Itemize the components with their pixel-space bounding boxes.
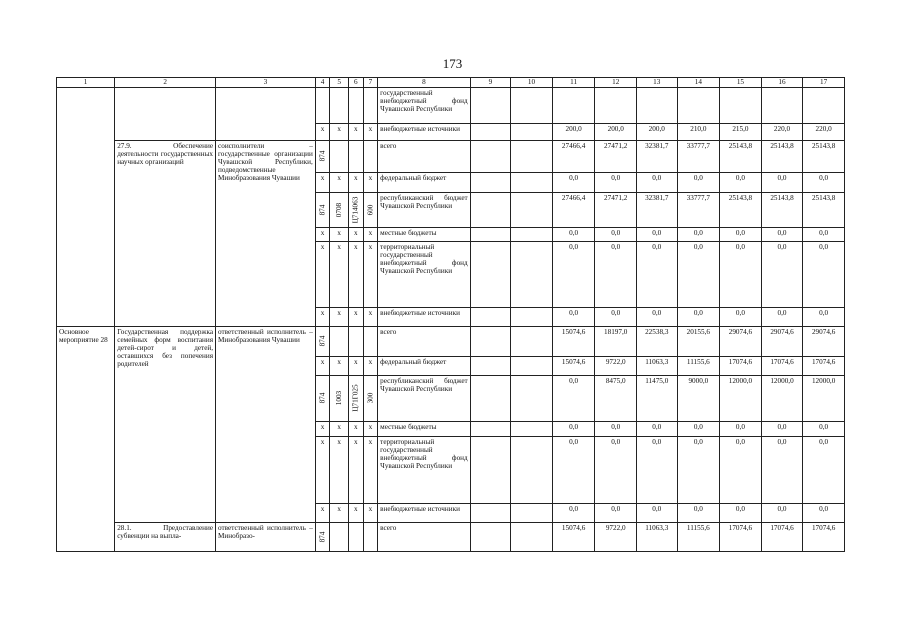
- value-cell: 22538,3: [636, 327, 677, 357]
- x-mark: x: [349, 308, 364, 327]
- x-mark: x: [315, 242, 330, 308]
- x-mark: x: [330, 242, 349, 308]
- source-cell: внебюджетные источники: [378, 308, 471, 327]
- measure-name: 27.9. Обеспечение деятельности государственных научных организаций: [115, 141, 216, 327]
- value-cell: 0,0: [677, 228, 720, 242]
- value-cell: 9000,0: [677, 376, 720, 422]
- table-row: [57, 523, 845, 552]
- value-cell: 200,0: [636, 124, 677, 141]
- value-cell: 0,0: [552, 308, 595, 327]
- value-cell: 0,0: [720, 173, 762, 193]
- value-cell: 12000,0: [803, 376, 845, 422]
- value-cell: 0,0: [761, 228, 803, 242]
- x-mark: x: [330, 357, 349, 376]
- header-row: [57, 78, 845, 88]
- code-cell: 874: [315, 376, 330, 422]
- value-cell: 200,0: [595, 124, 637, 141]
- x-mark: x: [315, 228, 330, 242]
- x-mark: x: [349, 124, 364, 141]
- value-cell: 15074,6: [552, 523, 595, 552]
- value-cell: 0,0: [552, 504, 595, 523]
- value-cell: 15074,6: [552, 357, 595, 376]
- x-mark: x: [363, 422, 378, 437]
- measure-name: 28.1. Предоставление субвенции на выпла-: [115, 523, 216, 552]
- x-mark: x: [363, 308, 378, 327]
- value-cell: 220,0: [761, 124, 803, 141]
- x-mark: x: [315, 437, 330, 504]
- value-cell: 0,0: [677, 173, 720, 193]
- source-cell: государственный внебюджетный фонд Чувашской Республики: [378, 88, 471, 124]
- code-cell: 600: [363, 193, 378, 228]
- value-cell: 27466,4: [552, 141, 595, 173]
- value-cell: 220,0: [803, 124, 845, 141]
- x-mark: x: [315, 173, 330, 193]
- cell-col3: [216, 88, 316, 141]
- value-cell: 11063,3: [636, 523, 677, 552]
- value-cell: 25143,8: [803, 193, 845, 228]
- value-cell: 215,0: [720, 124, 762, 141]
- code-cell: 300: [363, 376, 378, 422]
- header-cell: 15: [720, 78, 762, 88]
- source-cell: республиканский бюджет Чувашской Республики: [378, 193, 471, 228]
- header-cell: 7: [363, 78, 378, 88]
- cell-col2: [115, 88, 216, 141]
- value-cell: 8475,0: [595, 376, 637, 422]
- value-cell: 25143,8: [803, 141, 845, 173]
- budget-table: [56, 77, 845, 552]
- x-mark: x: [349, 422, 364, 437]
- header-cell: 6: [349, 78, 364, 88]
- value-cell: 11155,6: [677, 523, 720, 552]
- value-cell: 0,0: [720, 422, 762, 437]
- executor-name: ответственный исполнитель – Минобразования Чувашии: [216, 327, 316, 523]
- value-cell: 25143,8: [720, 141, 762, 173]
- value-cell: 0,0: [677, 308, 720, 327]
- value-cell: 33777,7: [677, 141, 720, 173]
- value-cell: 0,0: [803, 173, 845, 193]
- value-cell: 11155,6: [677, 357, 720, 376]
- value-cell: 210,0: [677, 124, 720, 141]
- value-cell: 0,0: [761, 437, 803, 504]
- x-mark: x: [363, 173, 378, 193]
- value-cell: 11475,0: [636, 376, 677, 422]
- value-cell: 0,0: [552, 437, 595, 504]
- value-cell: 0,0: [761, 308, 803, 327]
- value-cell: 0,0: [636, 437, 677, 504]
- value-cell: 0,0: [595, 308, 637, 327]
- source-cell: федеральный бюджет: [378, 357, 471, 376]
- value-cell: 0,0: [636, 228, 677, 242]
- x-mark: x: [349, 228, 364, 242]
- x-mark: x: [330, 437, 349, 504]
- page-number: 173: [442, 56, 463, 71]
- value-cell: 0,0: [636, 173, 677, 193]
- header-cell: 10: [511, 78, 553, 88]
- value-cell: 15074,6: [552, 327, 595, 357]
- value-cell: 20155,6: [677, 327, 720, 357]
- value-cell: 0,0: [595, 504, 637, 523]
- header-cell: 14: [677, 78, 720, 88]
- value-cell: 0,0: [595, 228, 637, 242]
- value-cell: 200,0: [552, 124, 595, 141]
- value-cell: 9722,0: [595, 357, 637, 376]
- value-cell: 0,0: [636, 422, 677, 437]
- x-mark: x: [349, 357, 364, 376]
- source-cell: всего: [378, 523, 471, 552]
- value-cell: 0,0: [677, 242, 720, 308]
- value-cell: 0,0: [552, 228, 595, 242]
- value-cell: 12000,0: [720, 376, 762, 422]
- value-cell: 0,0: [552, 173, 595, 193]
- value-cell: 25143,8: [761, 193, 803, 228]
- value-cell: 0,0: [552, 376, 595, 422]
- value-cell: 0,0: [720, 242, 762, 308]
- header-cell: 11: [552, 78, 595, 88]
- cell-col1: [57, 141, 115, 327]
- x-mark: x: [349, 504, 364, 523]
- value-cell: 17074,6: [720, 357, 762, 376]
- value-cell: 0,0: [720, 308, 762, 327]
- source-cell: внебюджетные источники: [378, 504, 471, 523]
- header-cell: 2: [115, 78, 216, 88]
- value-cell: 0,0: [761, 422, 803, 437]
- value-cell: 32381,7: [636, 141, 677, 173]
- code-cell: 874: [315, 141, 330, 173]
- x-mark: x: [315, 422, 330, 437]
- value-cell: 27471,2: [595, 141, 637, 173]
- x-mark: x: [363, 437, 378, 504]
- value-cell: 0,0: [761, 173, 803, 193]
- header-cell: 1: [57, 78, 115, 88]
- table-row: [57, 141, 845, 173]
- x-mark: x: [315, 124, 330, 141]
- value-cell: 0,0: [677, 437, 720, 504]
- x-mark: x: [330, 124, 349, 141]
- x-mark: x: [349, 437, 364, 504]
- value-cell: 17074,6: [803, 523, 845, 552]
- source-cell: федеральный бюджет: [378, 173, 471, 193]
- source-cell: местные бюджеты: [378, 422, 471, 437]
- header-row-group: [57, 78, 845, 88]
- value-cell: 17074,6: [761, 357, 803, 376]
- value-cell: 32381,7: [636, 193, 677, 228]
- source-cell: всего: [378, 327, 471, 357]
- value-cell: 0,0: [552, 422, 595, 437]
- x-mark: x: [330, 422, 349, 437]
- value-cell: 17074,6: [720, 523, 762, 552]
- value-cell: 0,0: [803, 422, 845, 437]
- x-mark: x: [363, 504, 378, 523]
- code-cell: 1003: [330, 376, 349, 422]
- value-cell: 33777,7: [677, 193, 720, 228]
- value-cell: 18197,0: [595, 327, 637, 357]
- source-cell: внебюджетные источники: [378, 124, 471, 141]
- x-mark: x: [315, 357, 330, 376]
- value-cell: 12000,0: [761, 376, 803, 422]
- header-cell: 3: [216, 78, 316, 88]
- value-cell: 11063,3: [636, 357, 677, 376]
- x-mark: x: [315, 308, 330, 327]
- x-mark: x: [349, 173, 364, 193]
- value-cell: 27471,2: [595, 193, 637, 228]
- value-cell: 29074,6: [761, 327, 803, 357]
- header-cell: 12: [595, 78, 637, 88]
- value-cell: 9722,0: [595, 523, 637, 552]
- x-mark: x: [363, 124, 378, 141]
- value-cell: 17074,6: [803, 357, 845, 376]
- value-cell: 0,0: [720, 504, 762, 523]
- header-cell: 5: [330, 78, 349, 88]
- value-cell: 0,0: [761, 504, 803, 523]
- x-mark: x: [363, 357, 378, 376]
- value-cell: 17074,6: [761, 523, 803, 552]
- header-cell: 17: [803, 78, 845, 88]
- value-cell: 25143,8: [720, 193, 762, 228]
- x-mark: x: [363, 228, 378, 242]
- value-cell: 0,0: [636, 242, 677, 308]
- value-cell: 0,0: [595, 242, 637, 308]
- code-cell: 874: [315, 193, 330, 228]
- source-cell: территориальный государственный внебюджетный фонд Чувашской Республики: [378, 242, 471, 308]
- code-cell: Ц714063: [349, 193, 364, 228]
- code-cell: 874: [315, 523, 330, 552]
- value-cell: 0,0: [677, 504, 720, 523]
- x-mark: x: [363, 242, 378, 308]
- value-cell: 0,0: [761, 242, 803, 308]
- x-mark: x: [330, 228, 349, 242]
- value-cell: 29074,6: [720, 327, 762, 357]
- x-mark: x: [315, 504, 330, 523]
- x-mark: x: [330, 308, 349, 327]
- value-cell: 0,0: [803, 437, 845, 504]
- executor-name: соисполнители – государственные организации Чувашской Республики, подведомственные Минобразования Чувашии: [216, 141, 316, 327]
- value-cell: 0,0: [636, 308, 677, 327]
- x-mark: x: [330, 173, 349, 193]
- value-cell: 0,0: [595, 437, 637, 504]
- table-row: [57, 88, 845, 124]
- value-cell: 27466,4: [552, 193, 595, 228]
- header-cell: 16: [761, 78, 803, 88]
- value-cell: 0,0: [552, 242, 595, 308]
- source-cell: территориальный государственный внебюджетный фонд Чувашской Республики: [378, 437, 471, 504]
- code-cell: 874: [315, 327, 330, 357]
- value-cell: 0,0: [803, 228, 845, 242]
- x-mark: x: [330, 504, 349, 523]
- table-row: [57, 327, 845, 357]
- source-cell: всего: [378, 141, 471, 173]
- source-cell: республиканский бюджет Чувашской Республики: [378, 376, 471, 422]
- value-cell: 0,0: [636, 504, 677, 523]
- header-cell: 9: [470, 78, 511, 88]
- value-cell: 0,0: [677, 422, 720, 437]
- value-cell: 0,0: [595, 422, 637, 437]
- x-mark: x: [349, 242, 364, 308]
- value-cell: 29074,6: [803, 327, 845, 357]
- value-cell: 0,0: [803, 308, 845, 327]
- measure-name: Государственная поддержка семейных форм воспитания детей-сирот и детей, оставшихся без попечения родителей: [115, 327, 216, 523]
- header-cell: 13: [636, 78, 677, 88]
- code-cell: 0708: [330, 193, 349, 228]
- header-cell: 4: [315, 78, 330, 88]
- value-cell: 0,0: [595, 173, 637, 193]
- value-cell: 0,0: [720, 228, 762, 242]
- value-cell: 0,0: [803, 242, 845, 308]
- executor-name: ответственный исполнитель – Минобразо-: [216, 523, 316, 552]
- value-cell: 25143,8: [761, 141, 803, 173]
- value-cell: 0,0: [803, 504, 845, 523]
- header-cell: 8: [378, 78, 471, 88]
- code-cell: Ц71Г025: [349, 376, 364, 422]
- source-cell: местные бюджеты: [378, 228, 471, 242]
- value-cell: 0,0: [720, 437, 762, 504]
- main-measure-label: Основное мероприятие 28: [57, 327, 115, 552]
- cell-col1: [57, 88, 115, 141]
